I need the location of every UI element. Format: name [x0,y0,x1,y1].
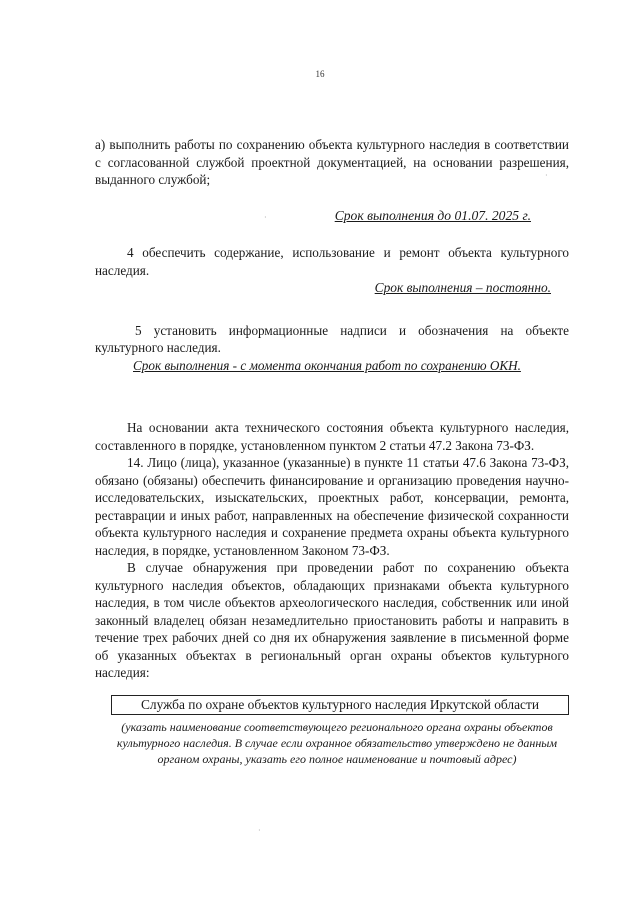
item-a-paragraph: а) выполнить работы по сохранению объекта культурного наследия в соответствии с согласованной службой проектной документацией, на основании разрешения, выданного службой; [95,137,569,187]
scan-speck: · [545,171,548,180]
scan-speck: · [258,826,261,835]
authority-name-box: Служба по охране объектов культурного наследия Иркутской области [111,695,569,715]
deadline-item-5: Срок выполнения - с момента окончания работ по сохранению ОКН. [133,357,521,373]
page-number: 16 [315,69,325,79]
deadline-item-a: Срок выполнения до 01.07. 2025 г. [334,207,531,223]
authority-instruction: (указать наименование соответствующего регионального органа охраны объектов культурного наследия. В случае если охранное обязательство утверждено не данным органом охраны, указать его полное наименование и почтовый адрес) [116,719,558,766]
deadline-item-4: Срок выполнения – постоянно. [374,280,551,295]
document-body [95,136,569,767]
item-5-paragraph: 5 установить информационные надписи и обозначения на объекте культурного наследия. [95,322,569,355]
act-paragraph: На основании акта технического состояния объекта культурного наследия, составленного в порядке, установленном пунктом 2 статьи 47.2 Закона 73-ФЗ. [95,420,569,453]
discovery-paragraph: В случае обнаружения при проведении работ по сохранению объекта культурного наследия объектов, обладающих признаками объекта культурного наследия, в том числе объектов археологического наследия, собственник или иной законный владелец обязан незамедлительно приостановить работы и направить в течение трех рабочих дней со дня их обнаружения заявление в письменной форме об указанных объектах в региональный орган охраны объектов культурного наследия: [95,560,569,680]
scan-speck: · [264,213,267,222]
item-4-paragraph: 4 обеспечить содержание, использование и ремонт объекта культурного наследия. [95,245,569,278]
paragraph-14: 14. Лицо (лица), указанное (указанные) в пункте 11 статьи 47.6 Закона 73-ФЗ, обязано (обязаны) обеспечить финансирование и организацию проведения научно-исследовательских, изыскательских, проектных работ, консервации, ремонта, реставрации и иных работ, направленных на обеспечение физической сохранности объекта культурного наследия и сохранение предмета охраны объекта культурного наследия, в порядке, установленном Законом 73-ФЗ. [95,455,569,558]
